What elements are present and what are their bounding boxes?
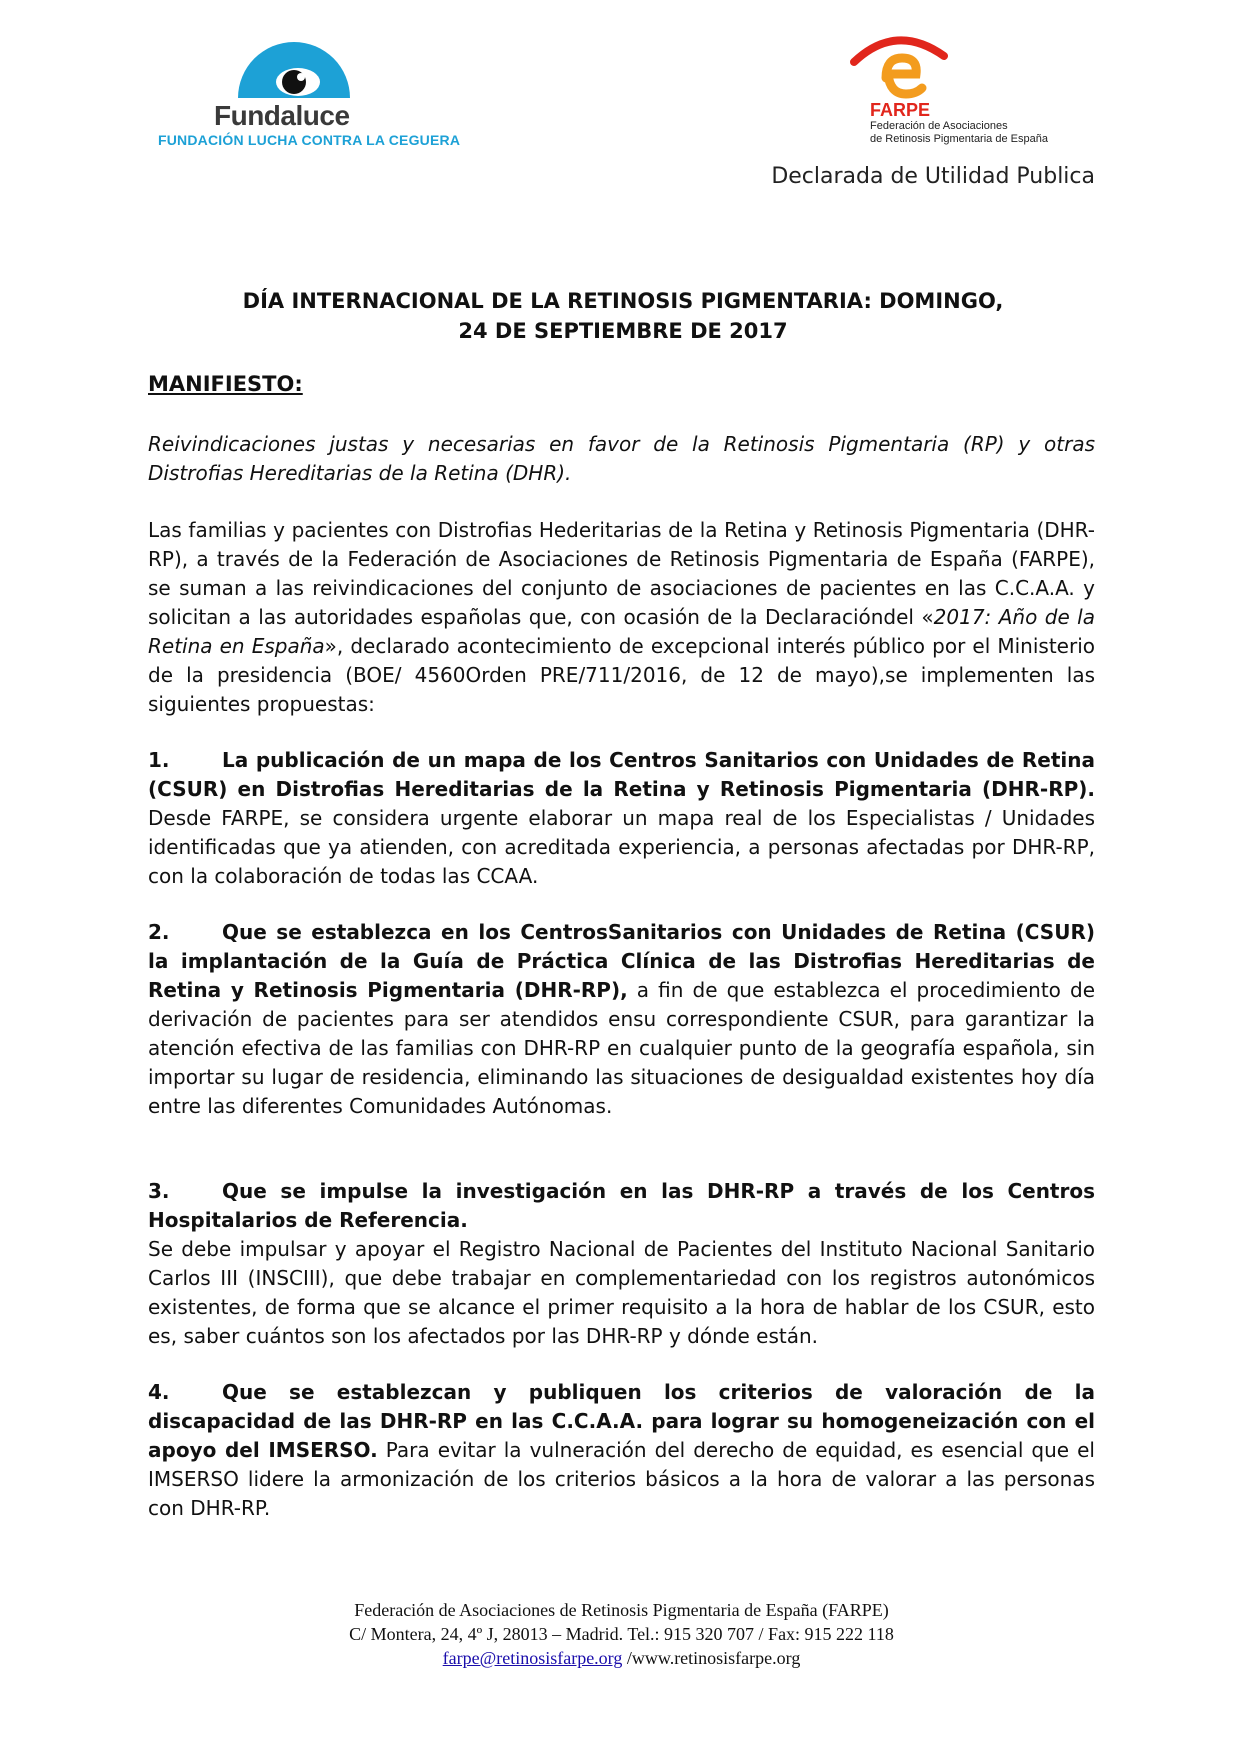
proposal-number: 1. (148, 748, 170, 772)
main-paragraph-italic: 2017: Año de la Retina en España (148, 605, 1095, 658)
main-paragraph-text-end: », declarado acontecimiento de excepcional interés público por el Ministerio de la presidencia (BOE/ 4560Orden PRE/711/2016, de 12 de mayo),se implementen las siguientes propuestas: (148, 634, 1095, 716)
proposal-text: Desde FARPE, se considera urgente elaborar un mapa real de los Especialistas / Unidades identificadas que ya atienden, con acreditada experiencia, a personas afectadas por DHR-RP, con la colaboración de todas las CCAA. (148, 806, 1095, 888)
declarada-utilidad: Declarada de Utilidad Publica (771, 164, 1095, 189)
fundaluce-tagline: FUNDACIÓN LUCHA CONTRA LA CEGUERA (158, 132, 461, 148)
proposal-heading: La publicación de un mapa de los Centros Sanitarios con Unidades de Retina (CSUR) en Distrofias Hereditarias de la Retina y Retinosis Pigmentaria (DHR-RP). (148, 748, 1095, 801)
proposal-number: 2. (148, 920, 170, 944)
proposal-item (148, 1378, 1095, 1523)
farpe-eye-icon (840, 28, 980, 104)
proposal-item (148, 746, 1095, 891)
farpe-subtitle (870, 120, 1048, 146)
fundaluce-eye-icon (234, 36, 354, 100)
footer-address: C/ Montera, 24, 4º J, 28013 – Madrid. Tel.: 915 320 707 / Fax: 915 222 118 (349, 1624, 894, 1644)
proposal-text: a fin de que establezca el procedimiento de derivación de pacientes para ser atendidos ensu correspondiente CSUR, para garantizar la atención efectiva de las familias con DHR-RP en cualquier punto de la geografía española, sin importar su lugar de residencia, eliminando las situaciones de desigualdad existentes hoy día entre las diferentes Comunidades Autónomas. (148, 978, 1096, 1118)
proposal-item (148, 918, 1095, 1121)
title-line-2: 24 DE SEPTIEMBRE DE 2017 (458, 319, 788, 343)
proposal-heading: Que se establezcan y publiquen los criterios de valoración de la discapacidad de las DHR-RP en las C.C.A.A. para lograr su homogeneización con el apoyo del IMSERSO. (148, 1380, 1095, 1462)
main-paragraph-text: Las familias y pacientes con Distrofias Hederitarias de la Retina y Retinosis Pigmentaria (DHR-RP), a través de la Federación de Asociaciones de Retinosis Pigmentaria de España (FARPE), se suman a las reivindicaciones del conjunto de asociaciones de pacientes en las C.C.A.A. y solicitan a las autoridades españolas que, con ocasión de la Declaracióndel « (148, 518, 1095, 629)
fundaluce-name: Fundaluce (214, 100, 350, 131)
main-paragraph (148, 516, 1095, 719)
manifiesto-heading: MANIFIESTO: (148, 372, 303, 396)
proposal-heading: Que se impulse la investigación en las DHR-RP a través de los Centros Hospitalarios de Referencia. (148, 1179, 1095, 1232)
proposal-number: 4. (148, 1380, 170, 1404)
farpe-subtitle-line2: de Retinosis Pigmentaria de España (870, 133, 1048, 145)
footer-email-link[interactable]: farpe@retinosisfarpe.org (442, 1648, 623, 1668)
fundaluce-logo (150, 36, 461, 148)
document-title (148, 286, 1098, 346)
proposal-number: 3. (148, 1179, 170, 1203)
proposal-text: Para evitar la vulneración del derecho de equidad, es esencial que el IMSERSO lidere la armonización de los criterios básicos a la hora de valorar a las personas con DHR-RP. (148, 1438, 1095, 1520)
farpe-logo (840, 28, 1080, 148)
proposal-text: Se debe impulsar y apoyar el Registro Nacional de Pacientes del Instituto Nacional Sanitario Carlos III (INSCIII), que debe trabajar en complementariedad con los registros autonómicos existentes, de forma que se alcance el primer requisito a la hora de hablar de los CSUR, esto es, saber cuántos son los afectados por las DHR-RP y dónde están. (148, 1237, 1095, 1348)
proposal-heading: Que se establezca en los CentrosSanitarios con Unidades de Retina (CSUR) la implantación de la Guía de Práctica Clínica de las Distrofias Hereditarias de Retina y Retinosis Pigmentaria (DHR-RP), (148, 920, 1095, 1002)
farpe-subtitle-line1: Federación de Asociaciones (870, 120, 1008, 132)
proposal-item (148, 1177, 1095, 1351)
intro-paragraph: Reivindicaciones justas y necesarias en favor de la Retinosis Pigmentaria (RP) y otras Distrofias Hereditarias de la Retina (DHR). (148, 432, 1095, 485)
footer-contact (148, 1646, 1095, 1670)
farpe-name: FARPE (870, 100, 931, 120)
footer (148, 1598, 1095, 1670)
title-line-1: DÍA INTERNACIONAL DE LA RETINOSIS PIGMENTARIA: DOMINGO, (242, 289, 1004, 313)
footer-website: /www.retinosisfarpe.org (622, 1648, 801, 1668)
footer-organization: Federación de Asociaciones de Retinosis Pigmentaria de España (FARPE) (354, 1600, 889, 1620)
